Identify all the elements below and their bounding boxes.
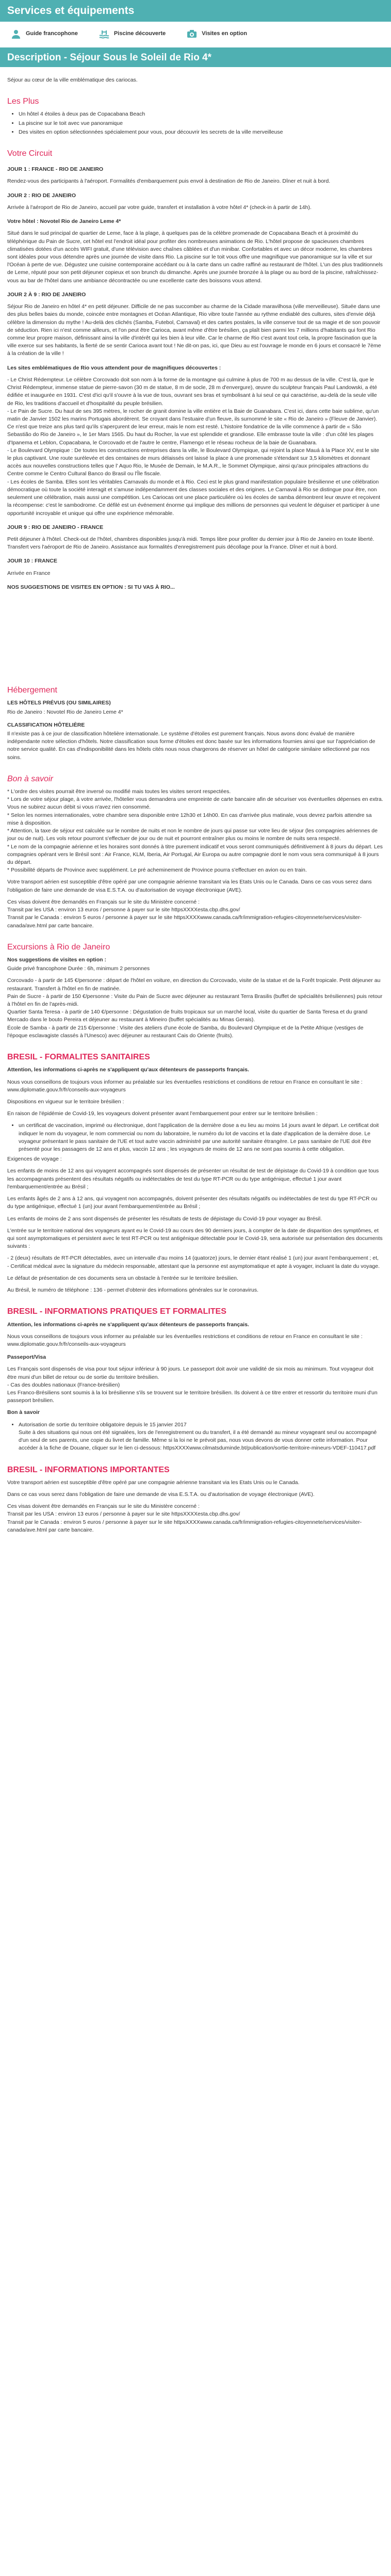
brasil-text: Nous vous conseillons de toujours vous informer au préalable sur les éventuelles restrictions et conditions de retour en France en consultant le site : www.diplomatie.gouv.fr/fr/conseils-aux-voyageurs bbox=[7, 1078, 363, 1093]
bonasavoir-text3: Ces visas doivent être demandés en Français sur le site du Ministère concerné : Transit par les USA : environ 13 euros / personne à payer sur le site httpsXXXXesta.cbp.dhs.gov/ Transit par le Canada : environ 5 euros / personne à payer sur le site httpsXXXXwww.canada.ca/fr/immigration-refugies-citoyennete/services/visiter-canada/ave.html par carte bancaire. bbox=[7, 898, 362, 929]
brasil-text: Dans ce cas vous serez dans l'obligation de faire une demande de visa E.S.T.A. ou d'autorisation de voyage électronique (AVE). bbox=[7, 1491, 315, 1498]
day-text: Arrivée en France bbox=[7, 570, 51, 576]
list-item: • La piscine sur le toit avec vue panoramique bbox=[19, 120, 384, 127]
guide-icon bbox=[10, 28, 22, 40]
classification-title: CLASSIFICATION HÔTELIÈRE bbox=[7, 721, 85, 728]
sites-text: - Le Christ Rédempteur. Le célèbre Corcovado doit son nom à la forme de la montagne qui culmine à plus de 700 m au dessus de la ville. C'est là, que le Christ Rédempteur, immense statue de pierre-savon (30 m de statue, 8 m de socle, 28 m d'envergure), œuvre du sculpteur français Paul Landowski, a été édifiée et inaugurée en 1931. C'est d'ici qu'il s'ouvre à la vue de tous, ouvrant ses bras et symbolisant à lui seul ce qui caractérise, au-delà de la seule ville de Rio, les traditions d'accueil et d'hospitalité du peuple brésilien. - Le Pain de Sucre. Du haut de ses 395 mètres, le rocher de granit domine la ville entière et la Baie de Guanabara. C'est ici, dans cette baie sublime, qu'un matin de Janvier 1502 les marins Portugais abordèrent. Se croyant dans l'estuaire d'un fleuve, ils surnommé le site « Rio de Janeiro » (Fleuve de Janvier). Ce n'est que treize ans plus tard qu'ils s'aperçurent de leur erreur, mais le nom est resté. L'histoire fondatrice de la ville commence à partir de « São Sebastião do Rio de Janeiro », le 1er Mars 1565. Du haut du Rocher, la vue est splendide et grandiose. Elle embrasse toute la ville : d'un côté les plages d'Ipanema et Leblon, Copacabana, le Corcovado et de l'autre le centre, Flamengo et le réseau rocheux de la baie de Guanabara. - Le Boulevard Olympique : De toutes les constructions entreprises dans la ville, le Boulevard Olympique, qui rejoint la place Mauá à la Place XV, est le site le plus captivant. Une route surélevée et des centaines de murs délaissés ont laissé la place à une promenade s'étendant sur 3,5 kilomètres et donnant accès aux nouvelles constructions telles que l' Aquo Rio, le Musée de Demain, le M.A.R., le Sommet Olympique, ainsi qu'aux principales attractions du Centre comme le Centro Cultural Banco do Brasil ou l'Île fiscale. - Les écoles de Samba. Elles sont les véritables Carnavals du monde et à Rio. Ceci est le plus grand manifestation populaire brésilienne et une célébration démocratique où toute la société interagit et s'amuse indépendamment des classes sociales et des origines. Le Carnaval à Rio se distingue pour être, non seulement une célébration, mais aussi une compétition. Les Cariocas ont une place particulière où les écoles de samba démontrent leur œuvre et reçoivent la récompense: c'est le sambodrome. Ce défilé est un événement énorme qui implique des millions de personnes qui veulent le déguiser et participer à une opportunité incroyable et unique qui offre une expérience mémorable. bbox=[7, 376, 381, 517]
description-header bbox=[0, 47, 391, 67]
day-title: JOUR 2 À 9 : RIO DE JANEIRO bbox=[7, 291, 86, 298]
day-title: JOUR 1 : FRANCE - RIO DE JANEIRO bbox=[7, 166, 104, 173]
hebergement-title: Hébergement bbox=[7, 686, 57, 695]
hebergement-sub: LES HÔTELS PRÉVUS (OU SIMILAIRES) bbox=[7, 700, 111, 706]
brasil-text: Les enfants de moins de 2 ans sont dispensés de présenter les résultats de tests de dépistage du Covid-19 pour voyager au Brésil. bbox=[7, 1215, 322, 1222]
services-title: Services et équipements bbox=[7, 5, 135, 17]
service-pool bbox=[99, 28, 166, 40]
list-item: • un certificat de vaccination, imprimé ou électronique, dont l'application de la dernière dose a eu lieu au moins 14 jours avant le départ. Le certificat doit indiquer le nom du voyageur, le nom commercial ou nom du laboratoire, le numéro du lot de vaccins et la date d'application de la dernière dose. Le voyageur présentant le pass sanitaire de l'UE et tout autre vaccin administré par une autorité sanitaire étrangère. Le pass sanitaire de l'UE doit être présenté pour les passagers de 12 ans et plus, vaccin 12 ans ; les voyageurs de moins de 12 ans ne sont pas soumis à cette obligation. bbox=[19, 1122, 384, 1153]
intro-text: Séjour au cœur de la ville emblématique des cariocas. bbox=[7, 77, 138, 83]
pool-icon bbox=[99, 28, 110, 40]
brasil-text: Dispositions en vigueur sur le territoire brésilien : bbox=[7, 1098, 124, 1105]
bonasavoir2-title: Bon à savoir bbox=[7, 1409, 40, 1416]
bonasavoir-title: Bon à savoir bbox=[7, 774, 53, 783]
excursions-text: Corcovado - à partir de 145 €/personne : départ de l'hôtel en voiture, en direction du Corcovado, visite de la statue et de la Forêt tropicale. Petit déjeuner au restaurant. Transfert à l'hôtel en fin de matinée. Pain de Sucre - à partir de 150 €/personne : Visite du Pain de Sucre avec déjeuner au restaurant Terra Brasilis (buffet de spécialités brésiliennes) puis retour à l'hôtel en fin de l'après-midi. Quartier Santa Teresa - à partir de 140 €/personne : Dégustation de fruits tropicaux sur un marché local, visite du quartier de Santa Teresa et du grand Mercado dans le bouto Pereira et déjeuner au restaurant à Mineiro (buffet spécialités au Minas Gerais). École de Samba - à partir de 215 €/personne : Visite des ateliers d'une école de Samba, du Boulevard Olympique et de la Petite Afrique (vestiges de l'époque esclavagiste classés à l'Unesco) avec déjeuner au restaurant Cais do Oriente (fruits). bbox=[7, 977, 383, 1039]
brasil-importantes-title: BRESIL - INFORMATIONS IMPORTANTES bbox=[7, 1465, 170, 1474]
bonasavoir-text: * L'ordre des visites pourrait être inversé ou modifié mais toutes les visites seront respectées. * Lors de votre séjour plage, à votre arrivée, l'hôtelier vous demandera une empreinte de carte bancaire afin de sécuriser vos éventuelles dépenses en extra. Vous ne subirez aucun débit si vous n'avez rien consommé. * Selon les normes internationales, votre chambre sera disponible entre 12h30 et 14h00. En cas d'arrivée plus matinale, vous devrez parfois attendre sa mise à disposition. * Attention, la taxe de séjour est calculée sur le nombre de nuits et non le nombre de jours qui passe sur votre lieu de séjour (les compagnies aériennes de jour ou de nuit). Les vols retour pourront s'effectuer de jour ou de nuit et pourront entraîner plus ou moins le nombre de nuits sera respecté. * Le nom de la compagnie aérienne et les horaires sont donnés à titre purement indicatif et vous seront communiqués définitivement à 8 jours du départ. Les compagnies opérant vers le Brésil sont : Air France, KLM, Iberia, Air Portugal, Air Europa ou autre compagnie dont le nom vous sera communiqué à 8 jours du départ. * Possibilité départs de Province avec supplément. Le pré acheminement de Province pourra s'effectuer en avion ou en train. bbox=[7, 788, 383, 874]
bonasavoir-text2: Votre transport aérien est susceptible d'être opéré par une compagnie aérienne transitant via les Etats Unis ou le Canada. Dans ce cas vous serez dans l'obligation de faire une demande de visa E.S.T.A. ou d'autorisation de voyage électronique (AVE). bbox=[7, 879, 372, 893]
brasil-list bbox=[19, 1122, 384, 1153]
classification-text: Il n'existe pas à ce jour de classification hôtelière internationale. Le système d'étoiles est purement français. Nous avons donc évalué de manière indépendante notre sélection d'hôtels. Notre classification sous forme d'étoiles est donc basée sur les informations fournies ainsi que sur l'appréciation de notre service qualité. En cas d'indisponibilité dans les hôtels cités nous nous chargerons de réserver un hôtel de catégorie similaire sélectionné par nos soins. bbox=[7, 730, 376, 761]
services-list bbox=[0, 22, 391, 46]
service-pool-label: Piscine découverte bbox=[113, 30, 166, 37]
passport-text: Les Français sont dispensés de visa pour tout séjour inférieur à 90 jours. Le passeport doit avoir une validité de six mois au minimum. Tout voyageur doit être muni d'un billet de retour ou de sortie du territoire brésilien. - Cas des doubles nationaux (France-brésilien) Les Franco-Brésiliens sont soumis à la loi brésilienne s'ils se trouvent sur le territoire brésilien. Ils doivent à ce titre entrer et ressortir du territoire muni d'un passeport brésilien. bbox=[7, 1366, 378, 1404]
brasil-text: Votre transport aérien est susceptible d'être opéré par une compagnie aérienne transitant via les Etats Unis ou le Canada. bbox=[7, 1479, 300, 1486]
day-title: JOUR 10 : FRANCE bbox=[7, 558, 57, 565]
service-visits bbox=[186, 28, 247, 40]
excursions-sub: Nos suggestions de visites en option : bbox=[7, 956, 106, 963]
brasil-attention: Attention, les informations ci-après ne s'appliquent qu'aux détenteurs de passeports français. bbox=[7, 1067, 249, 1073]
day-text: Rendez-vous des participants à l'aéroport. Formalités d'embarquement puis envol à destination de Rio de Janeiro. Dîner et nuit à bord. bbox=[7, 178, 331, 185]
excursions-title: Excursions à Rio de Janeiro bbox=[7, 942, 110, 952]
brasil-attention: Attention, les informations ci-après ne s'appliquent qu'aux détenteurs de passeports français. bbox=[7, 1321, 249, 1328]
hebergement-hotel: Rio de Janeiro : Novotel Rio de Janeiro Leme 4* bbox=[7, 709, 123, 715]
brasil-text: Les enfants âgés de 2 ans à 12 ans, qui voyagent non accompagnés, doivent présenter des résultats négatifs ou indétectables de test du type RT-PCR ou du type antigénique, effectué 1 (un) jour avant l'embarquement/entrée au Brésil ; bbox=[7, 1196, 378, 1210]
brasil-text: Au Brésil, le numéro de téléphone : 136 - permet d'obtenir des informations générales sur le coronavirus. bbox=[7, 1287, 259, 1294]
hotel-text: Situé dans le sud principal de quartier de Leme, face à la plage, à quelques pas de la célèbre promenade de Copacabana Beach et à proximité du téléphérique du Pain de Sucre, cet hôtel est l'endroit idéal pour profiter des nombreuses animations de Rio. L'hôtel propose de spacieuses chambres climatisées dotées d'un accès WIFI gratuit, d'une télévision avec chaînes câblées et d'un minibar. Confortables et avec un décor moderne, les chambres sont idéales pour vous détendre après une journée de visite dans Rio. La piscine sur le toit vous offre une magnifique vue panoramique sur la ville et sur l'Océan à perte de vue. Dégustez une cuisine contemporaine accédant ou à la carte dans un cadre raffiné au restaurant de l'hôtel. L'un des plus traditionnels de Leme, réputé pour son petit déjeuner copieux et son brunch du dimanche. Après une journée bronzée à la plage ou au bord de la piscine, rafraîchissez-vous au bar de l'hôtel dans une ambiance décontractée ou une excellente carte des boissons vous attend. bbox=[7, 230, 383, 284]
visa-icon bbox=[186, 28, 198, 40]
brasil-text: Le défaut de présentation de ces documents sera un obstacle à l'entrée sur le territoire brésilien. bbox=[7, 1275, 238, 1281]
brasil-text: Exigences de voyage : bbox=[7, 1156, 62, 1163]
brasil-sanitaires-title: BRESIL - FORMALITES SANITAIRES bbox=[7, 1053, 150, 1062]
brasil-pratiques-title: BRESIL - INFORMATIONS PRATIQUES ET FORMALITES bbox=[7, 1307, 226, 1316]
service-guide bbox=[10, 28, 78, 40]
plus-list bbox=[19, 110, 384, 136]
list-item: • Des visites en option sélectionnées spécialement pour vous, pour découvrir les secrets de la ville merveilleuse bbox=[19, 128, 384, 136]
brasil-text: Les enfants de moins de 12 ans qui voyagent accompagnés sont dispensés de présenter un résultat de test de dépistage du Covid-19 à condition que tous les accompagnants présentent des résultats négatifs ou indétectables de test du type RT-PCR ou du type antigénique, effectué 1 jour avant l'embarquement/entrée au Brésil ; bbox=[7, 1168, 379, 1190]
passport-title: Passeport/Visa bbox=[7, 1354, 46, 1361]
day-text: Petit déjeuner à l'hôtel. Check-out de l'hôtel, chambres disponibles jusqu'à midi. Temps libre pour profiter du dernier jour à Rio de Janeiro en toute liberté. Transfert vers l'aéroport de Rio de Janeiro. Assistance aux formalités d'enregistrement puis décollage pour la France. Dîner et nuit à bord. bbox=[7, 536, 374, 551]
service-guide-label: Guide francophone bbox=[26, 30, 78, 37]
sites-title: Les sites emblématiques de Rio vous attendent pour de magnifiques découvertes : bbox=[7, 364, 221, 371]
description-title: Description - Séjour Sous le Soleil de Rio 4* bbox=[7, 52, 211, 63]
excursions-guide: Guide privé francophone Durée : 6h, minimum 2 personnes bbox=[7, 965, 150, 972]
service-visits-label: Visites en option bbox=[202, 30, 247, 37]
list-item: • Autorisation de sortie du territoire obligatoire depuis le 15 janvier 2017 Suite à des situations qui nous ont été signalées, lors de l'enregistrement ou du transfert, il a été demandé au mineur voyageant seul ou accompagné d'un seul de ses parents, une copie du livret de famille. Même si la loi ne le prévoit pas, nous vous devons de vous donner cette information. Pour accéder à la fiche de Douane, cliquer sur le lien ci-dessous: httpsXXXXwww.cilmatsduminde.bt/publication/sortie-territoire-mineurs-VDEF-110417.pdf bbox=[19, 1421, 384, 1453]
brasil-text: En raison de l'épidémie de Covid-19, les voyageurs doivent présenter avant l'embarquement pour entrer sur le territoire brésilien : bbox=[7, 1110, 318, 1117]
day-title: JOUR 9 : RIO DE JANEIRO - FRANCE bbox=[7, 524, 104, 530]
brasil-text: Ces visas doivent être demandés en Français sur le site du Ministère concerné : Transit par les USA : environ 13 euros / personne à payer sur le site httpsXXXXesta.cbp.dhs.gov/ Transit par le Canada : environ 5 euros / personne à payer sur le site httpsXXXXwww.canada.ca/fr/immigration-refugies-citoyennete/services/visiter-canada/ave.html par carte bancaire. bbox=[7, 1503, 362, 1533]
content bbox=[0, 67, 391, 1534]
day-title: JOUR 2 : RIO DE JANEIRO bbox=[7, 192, 76, 199]
brasil-text: - 2 (deux) résultats de RT-PCR détectables, avec un intervalle d'au moins 14 (quatorze) jours, le dernier étant réalisé 1 (un) jour avant l'embarquement ; et, - Certificat médical avec la signature du médecin responsable, attestant que la personne est asymptomatique et apte à voyager, incluant la date du voyage. bbox=[7, 1255, 380, 1269]
hotel-title: Votre hôtel : Novotel Rio de Janeiro Leme 4* bbox=[7, 218, 121, 225]
brasil-text: Nous vous conseillons de toujours vous informer au préalable sur les éventuelles restrictions et conditions de retour en France en consultant le site : www.diplomatie.gouv.fr/fr/conseils-aux-voyageurs bbox=[7, 1333, 363, 1347]
day-text: Arrivée à l'aéroport de Rio de Janeiro, accueil par votre guide, transfert et installation à votre hôtel 4* (check-in à partir de 14h). bbox=[7, 204, 312, 211]
brasil2-list bbox=[19, 1421, 384, 1453]
suggestions-note: NOS SUGGESTIONS DE VISITES EN OPTION : SI TU VAS À RIO... bbox=[7, 584, 175, 590]
brasil-text: L'entrée sur le territoire national des voyageurs ayant eu le Covid-19 au cours des 90 derniers jours, à compter de la date de disparition des symptômes, et qui sont asymptomatiques et persistent avec le test RT-PCR ou test antigénique détectable pour le Covid-19, sera autorisée sur présentation des documents suivants : bbox=[7, 1227, 383, 1250]
circuit-title: Votre Circuit bbox=[7, 149, 53, 158]
services-header bbox=[0, 0, 391, 22]
day-text: Séjour Rio de Janeiro en hôtel 4* en petit déjeuner. Difficile de ne pas succomber au charme de la Cidade maravilhosa (ville merveilleuse). Située dans une des plus belles baies du monde, coincée entre montagnes et Océan Atlantique, Rio vibre toute l'année au rythme endiablé des cultures, sites d'envie déjà célèbre la dimension du mythe ! Au-delà des clichés (Samba, Futebol, Carnaval) et des cartes postales, la ville conserve tout de sa magie et de son pouvoir de séduction. Rien ici n'est comme ailleurs, et l'on peut être Carioca, avant même d'être brésilien, ça plaît bien parmi les 7 millions d'habitants qui font Rio comme leur propre maison, définissant ainsi la ville d'intérêt qui les bien à leur ville. Car le charme de Rio c'est avant tout cela, la propre fascination que la ville exerce sur ses habitants, la fierté de se sentir Carioca avant tout ! Ne dit-on pas, ici, que Dieu au est l'ouvrage le monde en 6 jours et consacré le 7ème à la création de la ville ! bbox=[7, 303, 381, 357]
list-item: • Un hôtel 4 étoiles à deux pas de Copacabana Beach bbox=[19, 110, 384, 118]
plus-title: Les Plus bbox=[7, 97, 39, 106]
